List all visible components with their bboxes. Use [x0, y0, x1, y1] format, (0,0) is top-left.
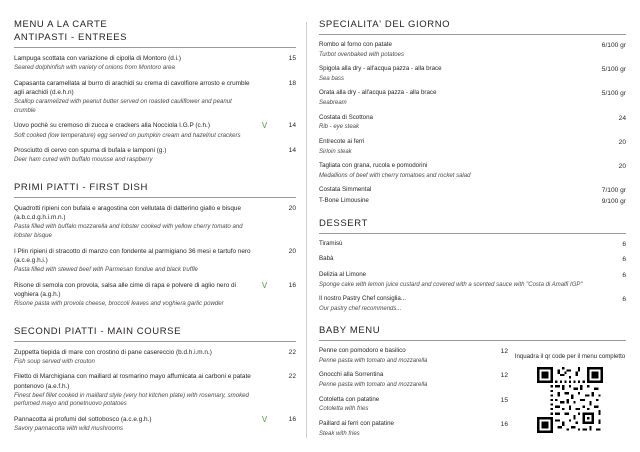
section-heading-secondi: SECONDI PIATTI - MAIN COURSE	[14, 325, 182, 337]
item-price: 6	[622, 241, 626, 249]
item-name: T-Bone Limousine	[319, 196, 369, 204]
menu-item	[319, 396, 508, 414]
item-description: Fish soup served with crouton	[14, 357, 95, 365]
item-price: 24	[618, 114, 626, 122]
menu-item	[319, 271, 626, 289]
item-description: Our pastry chef recommends...	[319, 305, 402, 312]
menu-item	[14, 415, 296, 434]
item-price: 12	[500, 372, 508, 380]
menu-item	[319, 65, 626, 83]
menu-item	[319, 240, 626, 249]
menu-item	[14, 372, 296, 409]
qr-code-svg	[537, 367, 603, 433]
item-name: Delizia al Limone	[319, 270, 367, 278]
item-price: 5/100 gr	[601, 90, 626, 98]
item-price: 6	[622, 296, 626, 304]
item-price: 20	[618, 163, 626, 171]
qr-caption: Inquadra il qr code per il menu completto	[514, 353, 626, 361]
item-name: Costata di Scottona	[319, 113, 374, 121]
menu-item	[14, 146, 296, 165]
item-description: Finest beef fillet cooked in maillard style (very hot kitchen plate) with rosemary, smoked perfumed mayo and ponetnuovo potatoes	[14, 391, 249, 408]
item-name: Paillard ai ferri con patatine	[319, 419, 394, 427]
column-divider	[306, 22, 307, 438]
menu-item	[319, 371, 508, 389]
secondi-list	[14, 348, 296, 434]
section-heading-baby: BABY MENU	[319, 325, 381, 337]
item-name: Costata Simmental	[319, 186, 372, 194]
item-description: Risone pasta with provola cheese, broccoli leaves and voghiera garlic powder	[14, 299, 224, 307]
spacer	[319, 207, 626, 217]
item-name: Penne con pomodoro e basilico	[319, 347, 406, 355]
item-name: Capasanta caramellata al burro di arachidi su crema di cavolfiore arrosto e crumble agli arachidi (d.e.h.n)	[14, 79, 250, 96]
item-description: Seabream	[319, 100, 347, 107]
item-price: 20	[288, 247, 296, 255]
item-name: Risone di semola con provola, salsa alle cime di rapa e polvere di aglio nero di voghiera (a.g.h.)	[14, 281, 237, 298]
right-column	[315, 18, 626, 442]
item-name: Uovo pochè su cremoso di zucca e crackers alla Nocciola I.G.P (c.h.)	[14, 122, 210, 130]
item-description: Pasta filled with stewed beef with Parmesan fondue and black truffle	[14, 265, 198, 273]
primi-list	[14, 204, 296, 309]
menu-item	[319, 89, 626, 107]
item-price: 20	[618, 138, 626, 146]
item-price: 20	[288, 204, 296, 212]
dessert-list	[319, 240, 626, 313]
item-price: 6	[622, 271, 626, 279]
menu-item	[319, 347, 508, 365]
vegetarian-icon: V	[261, 121, 268, 131]
item-description: Medallions of beef with cherry tomatoes and rocket salad	[319, 172, 471, 179]
baby-list	[319, 347, 514, 439]
item-price: 5/100 gr	[601, 66, 626, 74]
item-description: Sirloin steak	[319, 148, 352, 155]
item-description: Soft cooked (low temperature) egg served on pumpkin cream and hazelnut crackers	[14, 131, 241, 139]
menu-item	[319, 114, 626, 132]
qr-code-icon[interactable]	[537, 367, 603, 433]
item-name: Prosciutto di cervo con spuma di bufala e lamponi (g.)	[14, 147, 167, 155]
item-price: 6/100 gr	[601, 42, 626, 49]
item-name: Rombo al forno con patate	[319, 41, 392, 48]
item-name: Entrecote ai ferri	[319, 137, 365, 145]
menu-item	[319, 197, 626, 206]
item-name: Zuppetta tiepida di mare con crostino di pane casereccio (b.d.h.i.m.n.)	[14, 348, 212, 356]
divider-specialita	[319, 34, 626, 35]
item-description: Penne pasta with tomato and mozzarella	[319, 382, 428, 389]
item-price: 16	[288, 415, 296, 423]
vegetarian-icon: V	[261, 280, 268, 290]
spacer	[14, 171, 296, 181]
item-price: 15	[500, 396, 508, 404]
item-price: 22	[288, 373, 296, 381]
left-column	[14, 18, 306, 442]
item-price: 12	[500, 348, 508, 356]
divider-antipasti	[14, 47, 296, 48]
divider-primi	[14, 197, 296, 198]
item-description: Sea bass	[319, 76, 345, 82]
specialita-list	[319, 41, 626, 206]
item-price: 14	[288, 122, 296, 130]
menu-item	[14, 79, 296, 116]
item-price: 9/100 gr	[601, 197, 626, 205]
item-name: Tagliata con grana, rucola e pomodorini	[319, 162, 428, 170]
item-description: Savory pannacotta with wild mushrooms	[14, 425, 124, 433]
menu-item	[14, 54, 296, 73]
item-name: Gnocchi alla Sorrentina	[319, 371, 384, 379]
item-name: Spigola alla dry - all'acqua pazza - alla brace	[319, 65, 442, 73]
item-name: I Plin ripieni di stracotto di manzo con fondente al parmigiano 36 mesi e tartufo nero (a.c.e.g.h.i.)	[14, 247, 251, 264]
section-heading-dessert: DESSERT	[319, 218, 368, 230]
menu-item	[319, 41, 626, 59]
item-description: Rib - eye steak	[319, 124, 360, 131]
menu-item	[14, 281, 296, 309]
item-price: 7/100 gr	[601, 187, 626, 195]
item-description: Deer ham cured with buffalo mousse and raspberry	[14, 156, 153, 164]
item-description: Steak with fries	[319, 430, 360, 437]
section-heading-specialita: SPECIALITA' DEL GIORNO	[319, 19, 451, 30]
item-price: 18	[288, 79, 296, 87]
menu-item	[319, 138, 626, 156]
item-name: Pannacotta ai profumi del sottobosco (a.c.e.g.h.)	[14, 415, 152, 423]
menu-item	[319, 420, 508, 438]
item-name: Cotoletta con patatine	[319, 395, 380, 403]
item-price: 16	[288, 281, 296, 289]
item-name: Orata alla dry - all'acqua pazza - alla brace	[319, 89, 437, 97]
divider-baby	[319, 340, 626, 341]
item-description: Sponge cake with lemon juice custard and covered with a scented sauce with "Costa di Amalfi IGP"	[319, 281, 583, 288]
menu-item	[319, 186, 626, 195]
item-name: Lampuga scottata con variazione di cipolla di Montoro (d.i.)	[14, 55, 181, 62]
baby-menu-block	[319, 347, 626, 439]
item-price: 15	[288, 55, 296, 62]
item-description: Turbot ovenbaked with potatoes	[319, 51, 404, 58]
item-price: 22	[288, 348, 296, 356]
qr-section	[514, 347, 626, 433]
vegetarian-icon: V	[261, 414, 268, 424]
item-price: 14	[288, 147, 296, 155]
item-description: Scallop caramelized with peanut butter served on roasted cauliflower and peanut crumble	[14, 98, 232, 114]
item-price: 16	[500, 420, 508, 428]
item-name: Babà	[319, 255, 334, 263]
item-name: Tiramisù	[319, 240, 343, 248]
spacer	[14, 315, 296, 325]
item-description: Pasta filled with buffalo mozzarella and lobster cooked with yellow cherry tomato and lobster bisque	[14, 223, 243, 239]
menu-title: MENU A LA CARTE	[14, 19, 108, 30]
item-price: 6	[622, 256, 626, 264]
menu-item	[14, 348, 296, 367]
antipasti-list	[14, 54, 296, 165]
menu-item	[319, 255, 626, 264]
menu-item	[14, 121, 296, 140]
divider-dessert	[319, 233, 626, 234]
section-heading-primi: PRIMI PIATTI - FIRST DISH	[14, 181, 148, 193]
menu-item	[14, 247, 296, 275]
item-name: Quadrotti ripieni con bufala e aragostina con vellutata di datterino giallo e bisque (a.b.c.d.g.h.i.m.n.)	[14, 204, 242, 222]
item-name: Il nostro Pastry Chef consiglia...	[319, 295, 407, 303]
item-description: Penne pasta with tomato and mozzarella	[319, 358, 428, 365]
menu-item	[319, 295, 626, 313]
item-description: Seared dolphinfish with variety of onions from Montoro area	[14, 64, 175, 72]
divider-secondi	[14, 341, 296, 342]
item-name: Filetto di Marchigiana con maillard al rosmarino mayo affumicata ai carboni e patate pontenovo (a.e.f.h.)	[14, 373, 251, 390]
item-description: Cotoletta with fries	[319, 406, 369, 413]
section-heading-antipasti: ANTIPASTI - ENTREES	[14, 32, 128, 43]
menu-item	[319, 162, 626, 180]
menu-item	[14, 204, 296, 241]
spacer	[319, 314, 626, 324]
